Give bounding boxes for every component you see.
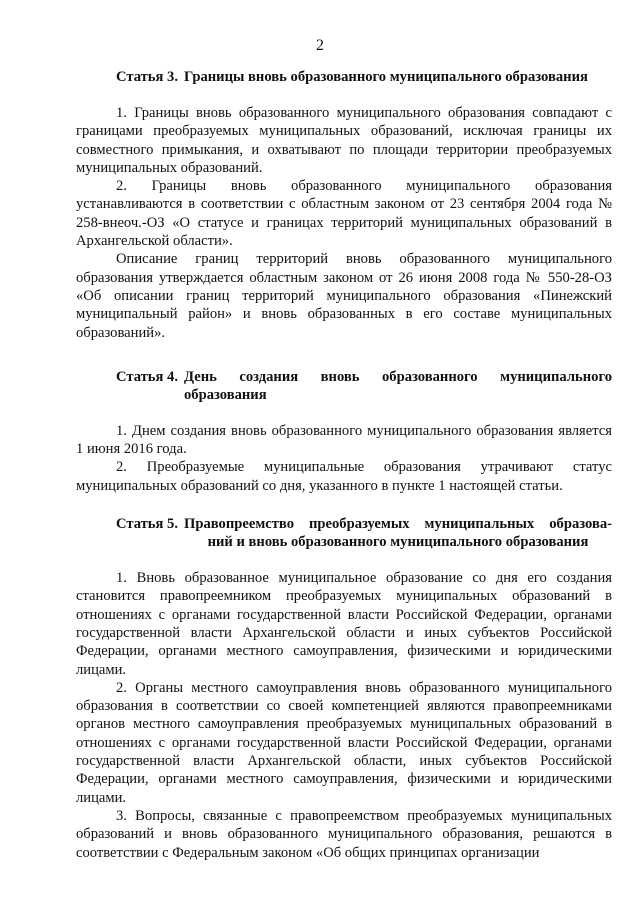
article-5-paragraph-2: 2. Органы местного самоуправления вновь образованного муниципального образования в соответствии со своей компетенцией являются правопреемниками органов местного самоуправления преобразуемых муниципальных образований в отношениях с органами государственной власти Российской Федерации, органами государственной власти Архангельской области, иных субъектов Российской Федерации, органами местного самоуправления, физическими и юридическими лицами. — [76, 679, 612, 806]
article-5-paragraph-3: 3. Вопросы, связанные с правопреемством преобразуемых муниципальных образований и вновь образованного муниципального образования, решаются в соответствии с Федеральным законом «Об общих принципах организации — [76, 807, 612, 861]
article-3-heading — [76, 68, 612, 86]
article-4-title-line-2: образования — [184, 386, 267, 403]
article-4-title-block — [184, 368, 612, 404]
article-4-title-line-1: День создания вновь образованного муниципального — [184, 368, 612, 385]
article-4-label: Статья 4. — [116, 368, 178, 385]
article-4-heading — [76, 368, 612, 404]
article-4-paragraph-1: 1. Днем создания вновь образованного муниципального образования является 1 июня 2016 года. — [76, 422, 612, 458]
article-3-paragraph-1: 1. Границы вновь образованного муниципального образования совпадают с границами преобразуемых муниципальных образований, исключая границы их совместного примыкания, и охватывают по площади территории преобразуемых муниципальных образований. — [76, 105, 612, 176]
page-number: 2 — [316, 37, 324, 54]
article-4-paragraph-2: 2. Преобразуемые муниципальные образования утрачивают статус муниципальных образований со дня, указанного в пункте 1 настоящей статьи. — [76, 459, 612, 494]
article-5-title-line-1: Правопреемство преобразуемых муниципальных образова- — [184, 516, 612, 533]
article-5-label: Статья 5. — [116, 516, 178, 533]
article-5-paragraph-1: 1. Вновь образованное муниципальное образование со дня его создания становится правопреемником преобразуемых муниципальных образований в отношениях с органами государственной власти Российской Федерации, органами государственной власти Архангельской области и иных субъектов Российской Федерации, органами местного самоуправления, физическими и юридическими лицами. — [76, 570, 612, 678]
document-body — [76, 68, 612, 862]
article-5-title-block — [184, 515, 612, 551]
article-3-paragraph-3: Описание границ территорий вновь образованного муниципального образования утверждается областным законом от 26 июня 2008 года № 550-28-ОЗ «Об описании границ территорий муниципального образования «Пинежский муниципальный район» и вновь образованных в его составе муниципальных образований». — [76, 251, 612, 341]
article-3-paragraph-2: 2. Границы вновь образованного муниципального образования устанавливаются в соответствии с областным законом от 23 сентября 2004 года № 258-внеоч.-ОЗ «О статусе и границах территорий муниципальных образований в Архангельской области». — [76, 178, 612, 250]
article-5-heading — [76, 515, 612, 551]
article-3-label: Статья 3. — [116, 69, 178, 85]
article-3-title: Границы вновь образованного муниципального образования — [184, 69, 588, 85]
article-5-title-line-2: ний и вновь образованного муниципального образования — [207, 534, 589, 551]
